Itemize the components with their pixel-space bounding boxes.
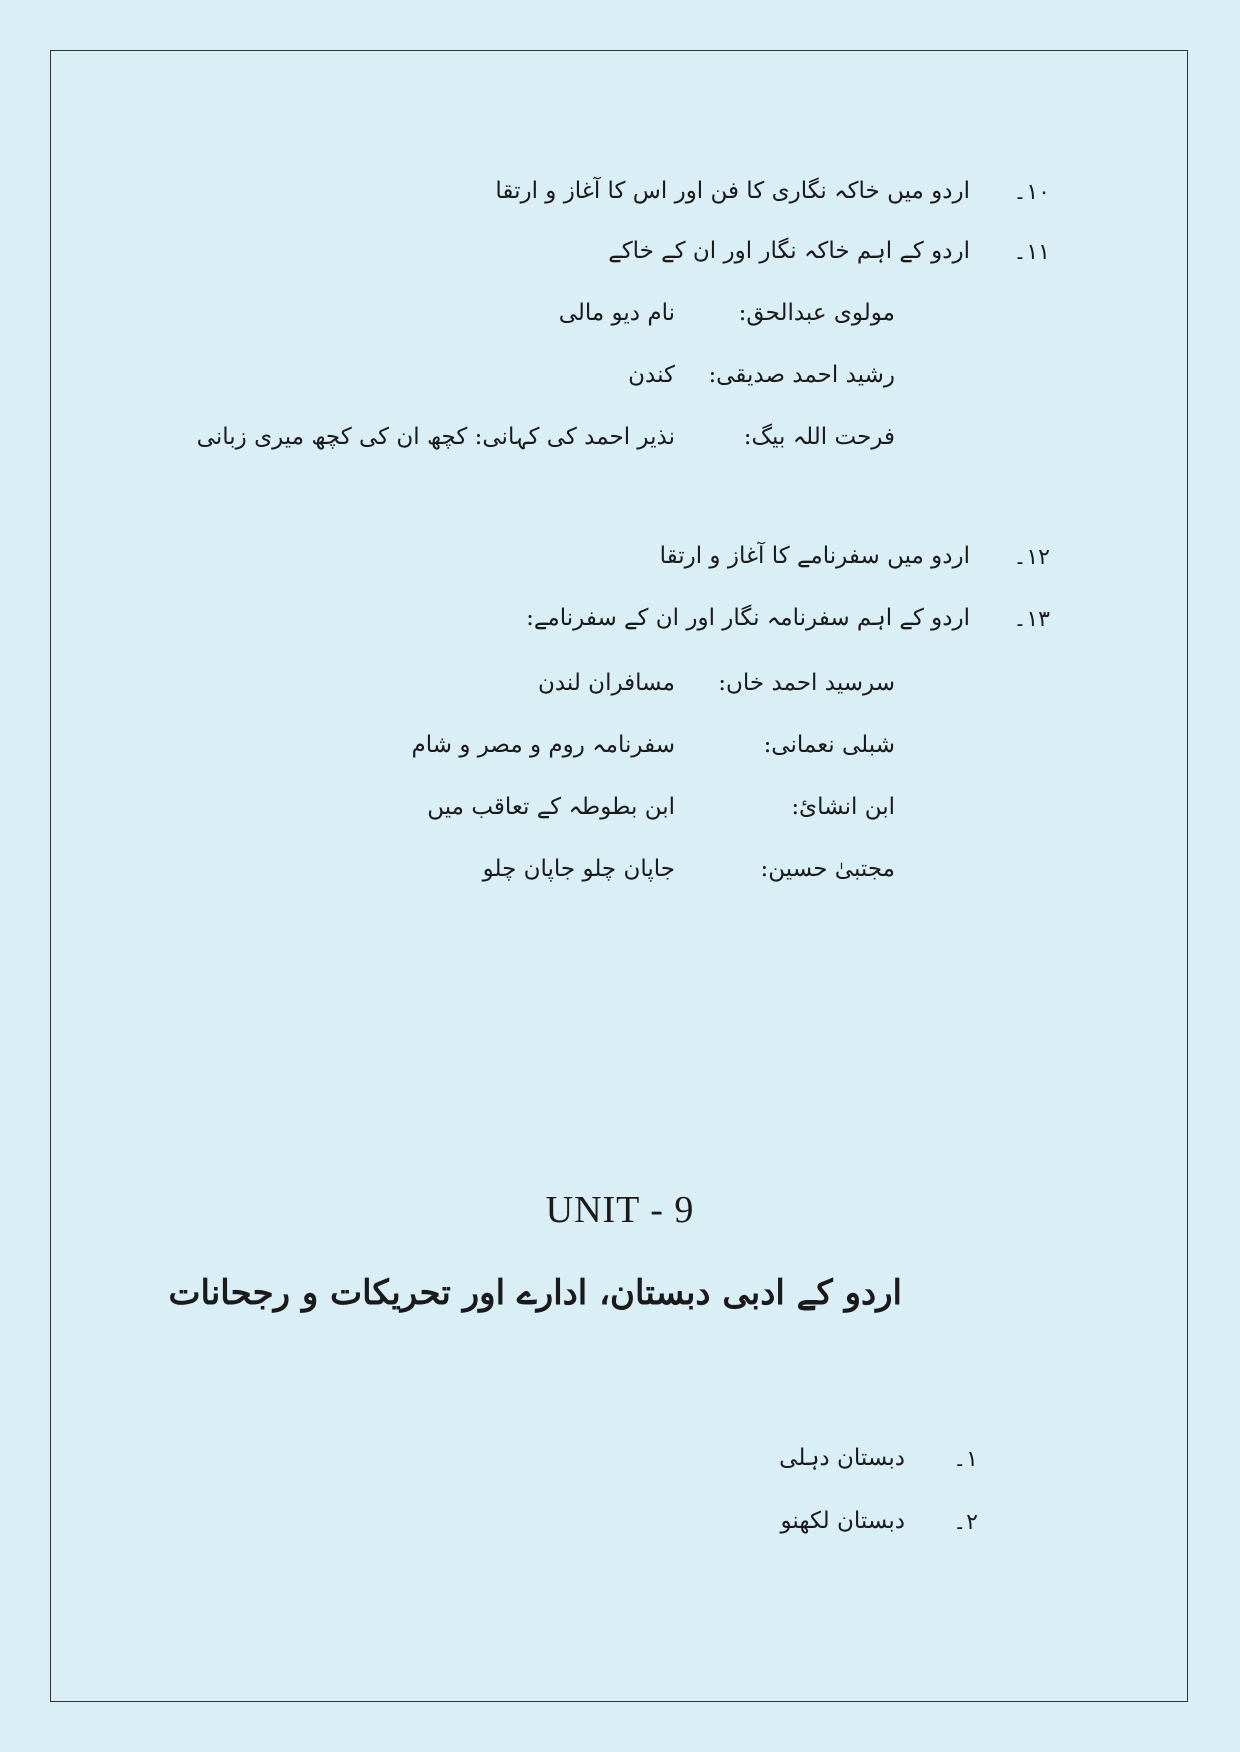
author-label: مجتبیٰ حسین: — [760, 856, 895, 882]
item-number: ۱۔ — [953, 1447, 978, 1472]
list-item-text: اردو کے اہم سفرنامہ نگار اور ان کے سفرنامے: — [526, 605, 970, 631]
item-number: ۲۔ — [953, 1510, 978, 1535]
work-title: مسافران لندن — [537, 670, 675, 696]
author-label: مولوی عبدالحق: — [738, 300, 895, 326]
list-item-text: اردو کے اہم خاکہ نگار اور ان کے خاکے — [608, 238, 970, 264]
list-item-text: اردو میں سفرنامے کا آغاز و ارتقا — [659, 543, 970, 569]
work-title: کندن — [628, 362, 675, 388]
work-title: ابن بطوطہ کے تعاقب میں — [427, 794, 675, 820]
item-number: ۱۲۔ — [1013, 545, 1050, 570]
work-title: سفرنامہ روم و مصر و شام — [411, 732, 675, 758]
author-label: سرسید احمد خاں: — [718, 670, 895, 696]
item-number: ۱۰۔ — [1013, 180, 1050, 205]
work-title: نذیر احمد کی کہانی: کچھ ان کی کچھ میری زبانی — [196, 424, 675, 450]
list-item-text: اردو میں خاکہ نگاری کا فن اور اس کا آغاز و ارتقا — [495, 178, 970, 204]
work-title: نام دیو مالی — [558, 300, 675, 326]
item-number: ۱۳۔ — [1013, 607, 1050, 632]
author-label: شبلی نعمانی: — [763, 732, 895, 758]
list-item-text: دبستان لکھنو — [780, 1508, 905, 1534]
unit-subtitle: اردو کے ادبی دبستان، ادارے اور تحریکات و رجحانات — [168, 1273, 902, 1313]
unit-title: UNIT - 9 — [545, 1189, 695, 1231]
work-title: جاپان چلو جاپان چلو — [482, 856, 675, 882]
author-label: ابن انشائ: — [791, 794, 895, 820]
list-item-text: دبستان دہلی — [779, 1445, 905, 1471]
author-label: فرحت اللہ بیگ: — [743, 424, 895, 450]
item-number: ۱۱۔ — [1013, 240, 1050, 265]
author-label: رشید احمد صدیقی: — [708, 362, 895, 388]
